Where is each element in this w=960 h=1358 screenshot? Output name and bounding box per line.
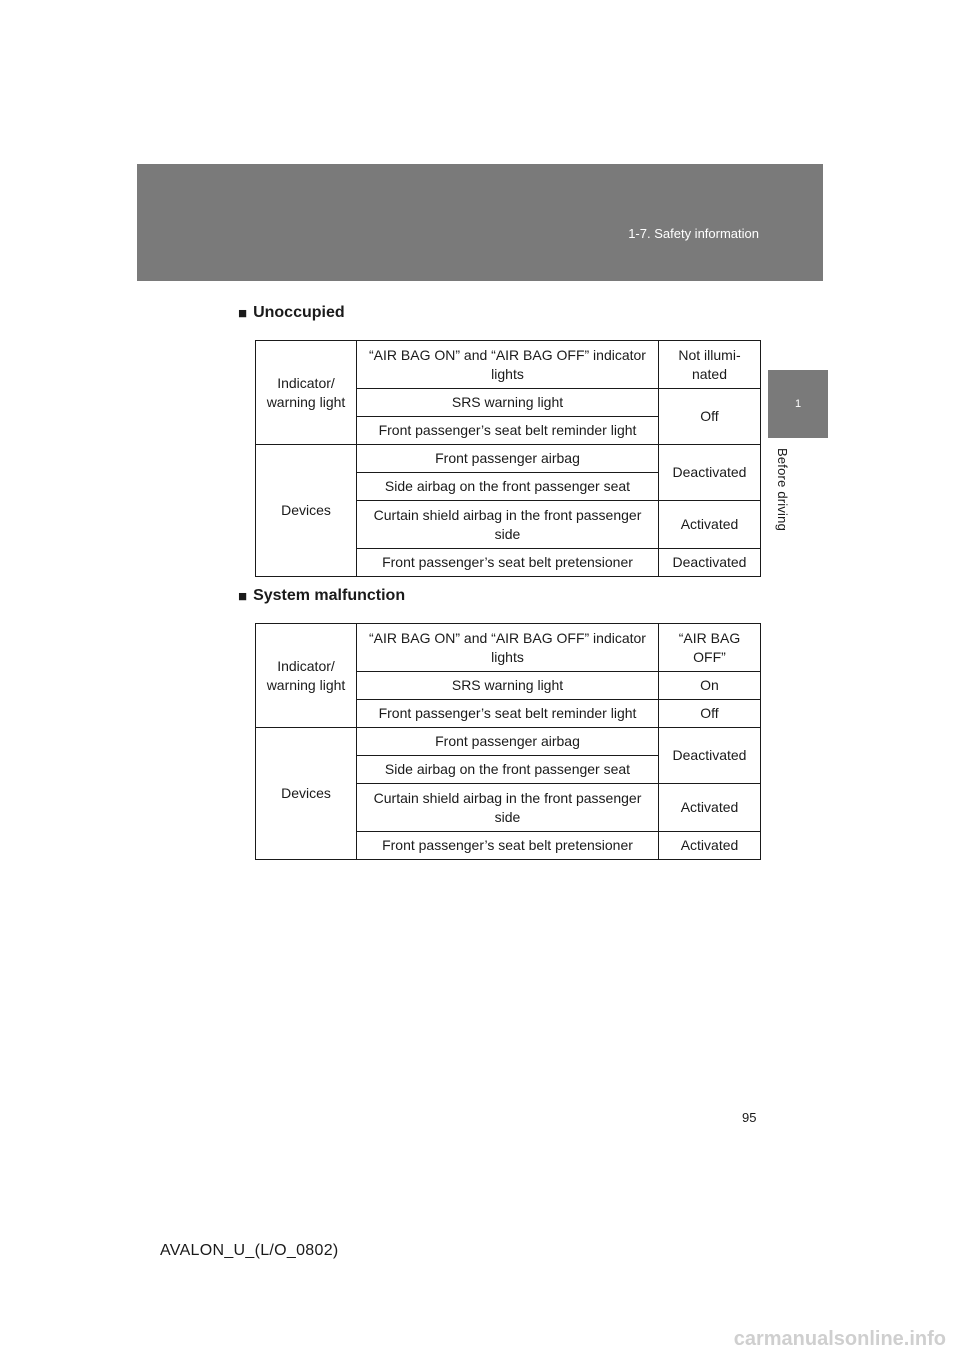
status-cell: Off xyxy=(659,389,761,445)
status-cell: Off xyxy=(659,700,761,728)
malfunction-title: System malfunction xyxy=(253,587,406,604)
chapter-number: 1 xyxy=(794,398,802,410)
item-cell: Curtain shield airbag in the front passenger side xyxy=(357,501,659,549)
page-number: 95 xyxy=(742,1110,757,1125)
table-row xyxy=(256,624,761,672)
unoccupied-title: Unoccupied xyxy=(253,304,345,321)
table-row xyxy=(256,341,761,389)
malfunction-heading xyxy=(238,587,405,605)
item-cell: “AIR BAG ON” and “AIR BAG OFF” indicator lights xyxy=(357,341,659,389)
indicator-group-cell: Indicator/ warning light xyxy=(256,341,357,445)
status-cell: Activated xyxy=(659,784,761,832)
malfunction-table xyxy=(255,623,761,860)
document-code: AVALON_U_(L/O_0802) xyxy=(160,1242,339,1259)
item-cell: Front passenger’s seat belt reminder light xyxy=(357,700,659,728)
status-cell: Not illumi- nated xyxy=(659,341,761,389)
item-cell: SRS warning light xyxy=(357,672,659,700)
item-cell: SRS warning light xyxy=(357,389,659,417)
item-cell: Side airbag on the front passenger seat xyxy=(357,756,659,784)
chapter-tab xyxy=(768,370,828,438)
chapter-label: Before driving xyxy=(775,448,790,532)
devices-group-cell: Devices xyxy=(256,445,357,577)
unoccupied-heading xyxy=(238,304,345,322)
header-band xyxy=(137,164,823,281)
status-cell: “AIR BAG OFF” xyxy=(659,624,761,672)
status-cell: Deactivated xyxy=(659,728,761,784)
item-cell: Side airbag on the front passenger seat xyxy=(357,473,659,501)
item-cell: Front passenger airbag xyxy=(357,728,659,756)
status-cell: Activated xyxy=(659,501,761,549)
item-cell: Front passenger’s seat belt reminder light xyxy=(357,417,659,445)
item-cell: Curtain shield airbag in the front passenger side xyxy=(357,784,659,832)
unoccupied-table xyxy=(255,340,761,577)
table-row xyxy=(256,445,761,473)
square-bullet-icon: ■ xyxy=(238,587,248,605)
status-cell: Deactivated xyxy=(659,549,761,577)
square-bullet-icon: ■ xyxy=(238,304,248,322)
indicator-group-cell: Indicator/ warning light xyxy=(256,624,357,728)
devices-group-cell: Devices xyxy=(256,728,357,860)
item-cell: Front passenger airbag xyxy=(357,445,659,473)
item-cell: Front passenger’s seat belt pretensioner xyxy=(357,549,659,577)
item-cell: Front passenger’s seat belt pretensioner xyxy=(357,832,659,860)
status-cell: On xyxy=(659,672,761,700)
status-cell: Activated xyxy=(659,832,761,860)
status-cell: Deactivated xyxy=(659,445,761,501)
watermark: carmanualsonline.info xyxy=(733,1328,946,1350)
item-cell: “AIR BAG ON” and “AIR BAG OFF” indicator lights xyxy=(357,624,659,672)
section-header: 1-7. Safety information xyxy=(628,226,759,241)
table-row xyxy=(256,728,761,756)
